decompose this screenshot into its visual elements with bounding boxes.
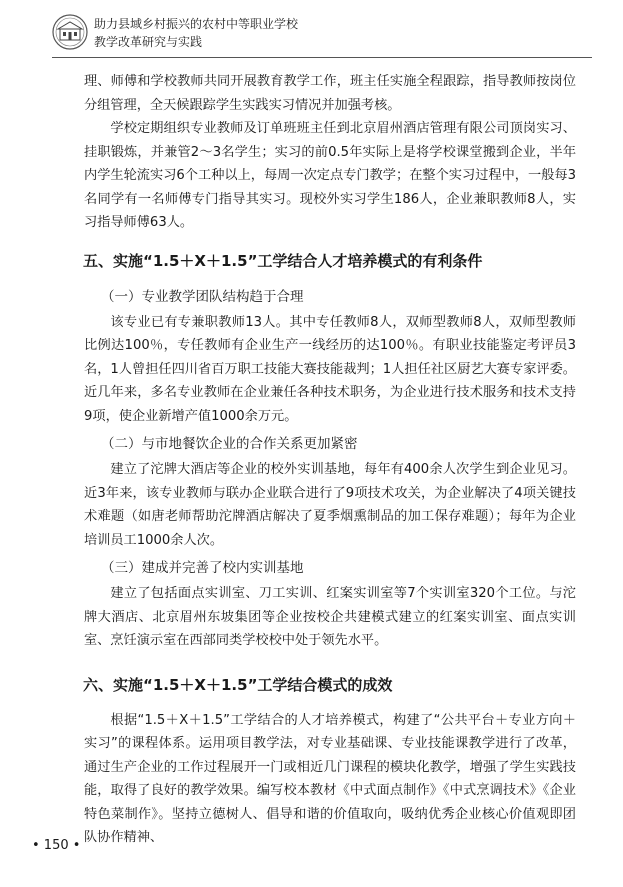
- paragraph: 建立了沱牌大酒店等企业的校外实训基地，每年有400余人次学生到企业见习。近3年来，该专业教师与联办企业联合进行了9项技术攻关，为企业解决了4项关键技术难题（如唐老师帮助沱牌酒店解决了夏季烟熏制品的加工保存难题）；每年为企业培训员工1000余人次。: [84, 462, 576, 548]
- subsection-heading-5-2: （二）与市地餐饮企业的合作关系更加紧密: [101, 436, 358, 452]
- subsection-heading-5-1: （一）专业教学团队结构趋于合理: [101, 288, 304, 305]
- subsection-heading-5-3: （三）建成并完善了校内实训基地: [101, 560, 304, 576]
- section-heading-6: 六、实施“1.5＋X＋1.5”工学结合模式的成效: [83, 675, 393, 694]
- paragraph: 该专业已有专兼职教师13人。其中专任教师8人，双师型教师8人，双师型教师比例达100％，专任教师有企业生产一线经历的达100％。有职业技能鉴定考评员3名，1人曾担任四川省百万职工技能大赛技能裁判；1人担任社区厨艺大赛专家评委。近几年来，多名专业教师在企业兼任各种技术职务，为企业进行技术服务和技术支持9项，使企业新增产值1000余万元。: [84, 314, 576, 424]
- header-divider: [52, 57, 592, 58]
- school-building-logo-icon: [52, 14, 88, 50]
- running-header: [52, 14, 592, 58]
- paragraph: 学校定期组织专业教师及订单班班主任到北京眉州酒店管理有限公司顶岗实习、挂职锻炼，并兼管2～3名学生；实习的前0.5年实际上是将学校课堂搬到企业，半年内学生轮流实习6个工种以上，每周一次定点专门教学；在整个实习过程中，一般每3名同学有一名师傅专门指导其实习。现校外实习学生186人，企业兼职教师8人，实习指导师傅63人。: [84, 121, 576, 230]
- page-number: • 150 •: [32, 838, 81, 853]
- header-line-2: 教学改革研究与实践: [94, 35, 203, 49]
- page-body: [84, 70, 576, 850]
- paragraph: 根据“1.5＋X＋1.5”工学结合的人才培养模式，构建了“公共平台＋专业方向＋实习”的课程体系。运用项目教学法，对专业基础课、专业技能课教学进行了改革，通过生产企业的工作过程展开一门或相近几门课程的模块化教学，增强了学生实践技能，取得了良好的教学效果。编写校本教材《中式面点制作》《中式烹调技术》《企业特色菜制作》。坚持立德树人、倡导和谐的价值取向，吸纳优秀企业核心价值观即团队协作精神、: [84, 712, 576, 845]
- section-heading-5: 五、实施“1.5＋X＋1.5”工学结合人才培养模式的有利条件: [83, 251, 483, 270]
- header-line-1: 助力县域乡村振兴的农村中等职业学校: [94, 17, 299, 31]
- paragraph: 理、师傅和学校教师共同开展教育教学工作，班主任实施全程跟踪，指导教师按岗位分组管理，全天候跟踪学生实践实习情况并加强考核。: [84, 74, 576, 113]
- paragraph: 建立了包括面点实训室、刀工实训、红案实训室等7个实训室320个工位。与沱牌大酒店、北京眉州东坡集团等企业按校企共建模式建立的红案实训室、面点实训室、烹饪演示室在西部同类学校校中处于领先水平。: [84, 586, 576, 648]
- header-title: [94, 15, 298, 51]
